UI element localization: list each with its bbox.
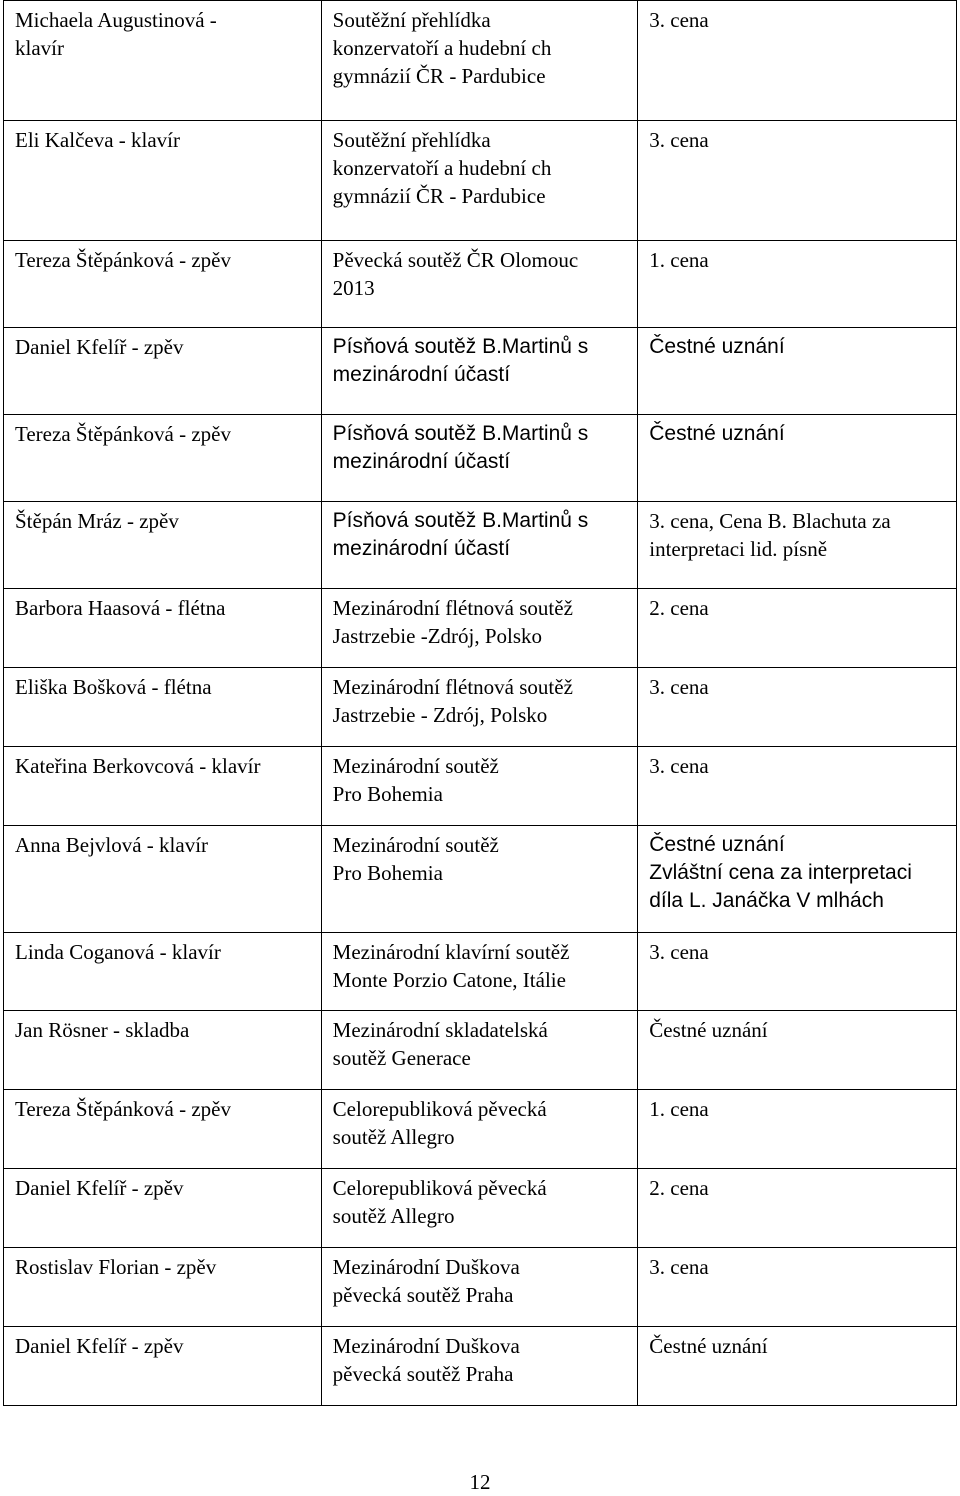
cell-event <box>321 1090 638 1169</box>
cell-award-line: 3. cena <box>649 8 709 32</box>
cell-event <box>321 121 638 241</box>
cell-name-line: klavír <box>15 36 64 60</box>
table-row <box>4 415 957 502</box>
cell-event <box>321 747 638 826</box>
cell-award-line: interpretaci lid. písně <box>649 537 828 561</box>
cell-event-line: Celorepubliková pěvecká <box>332 1176 547 1200</box>
cell-event-line: konzervatoří a hudební ch <box>332 36 552 60</box>
cell-event <box>321 415 638 502</box>
cell-name-line: Michaela Augustinová - <box>15 8 217 32</box>
cell-event <box>321 933 638 1011</box>
table-row <box>4 241 957 328</box>
cell-name-line: Eliška Bošková - flétna <box>15 675 212 699</box>
cell-event <box>321 1011 638 1090</box>
awards-table <box>3 0 957 1406</box>
table-row <box>4 1248 957 1327</box>
cell-name <box>4 589 322 668</box>
cell-award <box>638 415 957 502</box>
cell-event-line: Soutěžní přehlídka <box>332 8 491 32</box>
table-row <box>4 1169 957 1248</box>
cell-award <box>638 1090 957 1169</box>
cell-name <box>4 121 322 241</box>
cell-event-line: Mezinárodní flétnová soutěž <box>332 596 573 620</box>
cell-event-line: Soutěžní přehlídka <box>332 128 491 152</box>
cell-event <box>321 1248 638 1327</box>
cell-name-line: Štěpán Mráz - zpěv <box>15 509 179 533</box>
cell-name <box>4 1 322 121</box>
cell-event-line: Celorepubliková pěvecká <box>332 1097 547 1121</box>
cell-award-line: 3. cena <box>649 940 709 964</box>
cell-event <box>321 826 638 933</box>
cell-event-line: Písňová soutěž B.Martinů s <box>332 509 589 532</box>
table-row <box>4 668 957 747</box>
cell-event <box>321 1 638 121</box>
table-row <box>4 933 957 1011</box>
cell-name <box>4 1090 322 1169</box>
cell-award-line: 3. cena <box>649 675 709 699</box>
cell-award <box>638 328 957 415</box>
table-row <box>4 328 957 415</box>
cell-event-line: mezinárodní účastí <box>332 537 511 560</box>
cell-name <box>4 1011 322 1090</box>
cell-name-line: Daniel Kfelíř - zpěv <box>15 335 184 359</box>
cell-event-line: 2013 <box>332 276 375 300</box>
cell-name-line: Tereza Štěpánková - zpěv <box>15 1097 231 1121</box>
cell-event-line: Mezinárodní klavírní soutěž <box>332 940 570 964</box>
cell-event-line: Jastrzebie - Zdrój, Polsko <box>332 703 548 727</box>
cell-award-line: 2. cena <box>649 596 709 620</box>
cell-event <box>321 589 638 668</box>
cell-award <box>638 1011 957 1090</box>
cell-event-line: Pěvecká soutěž ČR Olomouc <box>332 248 579 272</box>
cell-event <box>321 328 638 415</box>
cell-award-line: 2. cena <box>649 1176 709 1200</box>
cell-event-line: gymnázií ČR - Pardubice <box>332 184 546 208</box>
cell-award <box>638 1248 957 1327</box>
cell-name <box>4 241 322 328</box>
cell-event-line: soutěž Generace <box>332 1046 471 1070</box>
cell-name <box>4 1169 322 1248</box>
cell-name-line: Tereza Štěpánková - zpěv <box>15 248 231 272</box>
cell-name <box>4 1327 322 1406</box>
cell-award <box>638 826 957 933</box>
cell-award <box>638 121 957 241</box>
cell-event <box>321 1327 638 1406</box>
cell-award <box>638 668 957 747</box>
cell-award-line: Čestné uznání <box>649 1334 768 1358</box>
cell-name-line: Tereza Štěpánková - zpěv <box>15 422 231 446</box>
cell-event-line: gymnázií ČR - Pardubice <box>332 64 546 88</box>
cell-award-line: Čestné uznání <box>649 1018 768 1042</box>
cell-event-line: Pro Bohemia <box>332 782 443 806</box>
cell-event-line: Mezinárodní Duškova <box>332 1255 520 1279</box>
table-row <box>4 747 957 826</box>
cell-name-line: Daniel Kfelíř - zpěv <box>15 1334 184 1358</box>
cell-event-line: soutěž Allegro <box>332 1125 455 1149</box>
cell-name <box>4 328 322 415</box>
cell-event-line: Písňová soutěž B.Martinů s <box>332 335 589 358</box>
cell-event-line: Mezinárodní soutěž <box>332 754 499 778</box>
cell-name <box>4 502 322 589</box>
cell-name <box>4 1248 322 1327</box>
cell-award <box>638 1169 957 1248</box>
cell-name-line: Eli Kalčeva - klavír <box>15 128 181 152</box>
cell-event-line: mezinárodní účastí <box>332 363 511 386</box>
cell-event-line: mezinárodní účastí <box>332 450 511 473</box>
cell-event-line: Jastrzebie -Zdrój, Polsko <box>332 624 543 648</box>
cell-name-line: Daniel Kfelíř - zpěv <box>15 1176 184 1200</box>
cell-name <box>4 826 322 933</box>
cell-event-line: soutěž Allegro <box>332 1204 455 1228</box>
cell-name <box>4 933 322 1011</box>
table-row <box>4 121 957 241</box>
cell-name <box>4 668 322 747</box>
cell-event-line: Písňová soutěž B.Martinů s <box>332 422 589 445</box>
cell-event-line: Mezinárodní Duškova <box>332 1334 520 1358</box>
cell-award-line: 3. cena <box>649 128 709 152</box>
cell-event-line: pěvecká soutěž Praha <box>332 1362 514 1386</box>
cell-event-line: Monte Porzio Catone, Itálie <box>332 968 566 992</box>
cell-award <box>638 502 957 589</box>
cell-event-line: pěvecká soutěž Praha <box>332 1283 514 1307</box>
cell-event <box>321 1169 638 1248</box>
cell-award-line: 1. cena <box>649 248 709 272</box>
page-number: 12 <box>469 1470 491 1494</box>
cell-event-line: Pro Bohemia <box>332 861 443 885</box>
cell-award-line: díla L. Janáčka V mlhách <box>649 889 884 912</box>
cell-award <box>638 747 957 826</box>
cell-name-line: Jan Rösner - skladba <box>15 1018 190 1042</box>
cell-name-line: Linda Coganová - klavír <box>15 940 221 964</box>
cell-event <box>321 502 638 589</box>
cell-award-line: Zvláštní cena za interpretaci <box>649 861 912 884</box>
cell-award <box>638 1327 957 1406</box>
cell-award-line: 3. cena <box>649 754 709 778</box>
cell-award <box>638 241 957 328</box>
cell-award-line: 3. cena, Cena B. Blachuta za <box>649 509 891 533</box>
cell-award-line: Čestné uznání <box>649 833 785 856</box>
cell-award-line: 1. cena <box>649 1097 709 1121</box>
cell-name <box>4 415 322 502</box>
cell-award <box>638 589 957 668</box>
cell-event <box>321 668 638 747</box>
cell-event-line: Mezinárodní flétnová soutěž <box>332 675 573 699</box>
cell-name-line: Anna Bejvlová - klavír <box>15 833 209 857</box>
awards-table-body <box>4 1 957 1406</box>
cell-event-line: Mezinárodní skladatelská <box>332 1018 548 1042</box>
table-row <box>4 1090 957 1169</box>
cell-award-line: Čestné uznání <box>649 422 785 445</box>
cell-name-line: Barbora Haasová - flétna <box>15 596 226 620</box>
cell-name-line: Kateřina Berkovcová - klavír <box>15 754 261 778</box>
cell-event-line: Mezinárodní soutěž <box>332 833 499 857</box>
table-row <box>4 1 957 121</box>
table-row <box>4 1011 957 1090</box>
table-row <box>4 502 957 589</box>
table-row <box>4 1327 957 1406</box>
table-row <box>4 826 957 933</box>
cell-event-line: konzervatoří a hudební ch <box>332 156 552 180</box>
cell-award <box>638 933 957 1011</box>
cell-award-line: 3. cena <box>649 1255 709 1279</box>
table-row <box>4 589 957 668</box>
cell-award <box>638 1 957 121</box>
cell-name-line: Rostislav Florian - zpěv <box>15 1255 217 1279</box>
cell-award-line: Čestné uznání <box>649 335 785 358</box>
cell-event <box>321 241 638 328</box>
cell-name <box>4 747 322 826</box>
